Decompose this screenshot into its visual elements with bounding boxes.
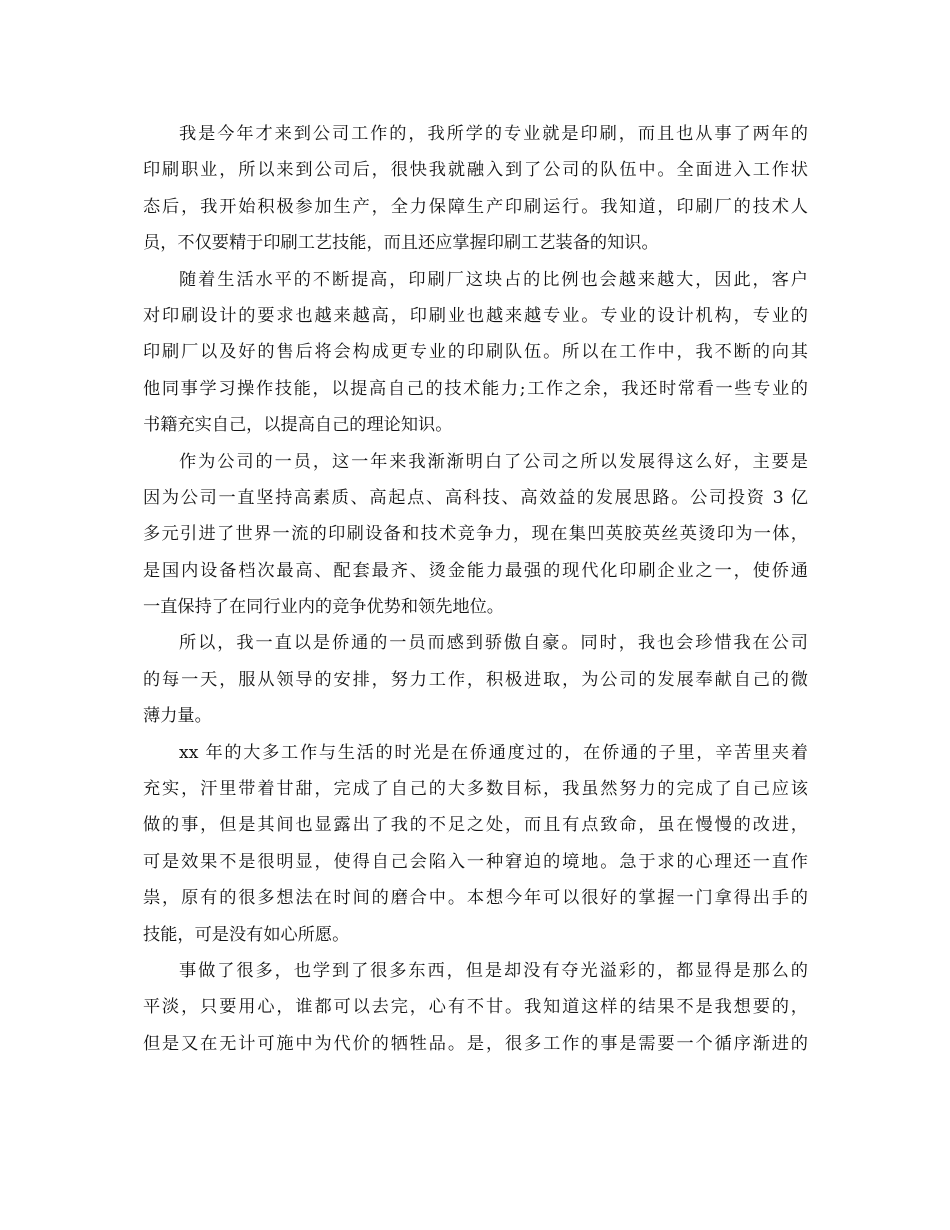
text-line: 可是效果不是很明显，使得自己会陷入一种窘迫的境地。急于求的心理还一直作 — [143, 851, 808, 872]
text-line: xx 年的大多工作与生活的时光是在侨通度过的，在侨通的子里，辛苦里夹着 — [179, 742, 808, 763]
paragraph-2 — [143, 262, 808, 444]
text-line: 一直保持了在同行业内的竞争优势和领先地位。 — [143, 597, 504, 618]
text-line: 他同事学习操作技能，以提高自己的技术能力;工作之余，我还时常看一些专业的 — [143, 378, 808, 399]
text-line: 平淡，只要用心，谁都可以去完，心有不甘。我知道这样的结果不是我想要的， — [143, 997, 808, 1018]
text-line: 作为公司的一员，这一年来我渐渐明白了公司之所以发展得这么好，主要是 — [179, 451, 808, 472]
text-line: 技能，可是没有如心所愿。 — [143, 924, 350, 945]
text-line: 对印刷设计的要求也越来越高，印刷业也越来越专业。专业的设计机构，专业的 — [143, 305, 808, 326]
paragraph-4 — [143, 625, 808, 734]
text-line: 书籍充实自己，以提高自己的理论知识。 — [143, 415, 453, 436]
document-body — [143, 116, 808, 1062]
paragraph-1 — [143, 116, 808, 262]
text-line: 所以，我一直以是侨通的一员而感到骄傲自豪。同时，我也会珍惜我在公司 — [179, 633, 808, 654]
text-line: 的每一天，服从领导的安排，努力工作，积极进取，为公司的发展奉献自己的微 — [143, 669, 808, 690]
paragraph-6 — [143, 953, 808, 1062]
text-line: 薄力量。 — [143, 706, 212, 727]
text-line: 因为公司一直坚持高素质、高起点、高科技、高效益的发展思路。公司投资 3 亿 — [143, 487, 808, 508]
text-line: 态后，我开始积极参加生产，全力保障生产印刷运行。我知道，印刷厂的技术人 — [143, 196, 808, 217]
text-line: 印刷职业，所以来到公司后，很快我就融入到了公司的队伍中。全面进入工作状 — [143, 160, 808, 181]
text-line: 印刷厂以及好的售后将会构成更专业的印刷队伍。所以在工作中，我不断的向其 — [143, 342, 808, 363]
text-line: 但是又在无计可施中为代价的牺牲品。是，很多工作的事是需要一个循序渐进的 — [143, 1033, 808, 1054]
text-line: 做的事，但是其间也显露出了我的不足之处，而且有点致命，虽在慢慢的改进， — [143, 815, 808, 836]
text-line: 多元引进了世界一流的印刷设备和技术竞争力，现在集凹英胶英丝英烫印为一体， — [143, 524, 808, 545]
text-line: 祟，原有的很多想法在时间的磨合中。本想今年可以很好的掌握一门拿得出手的 — [143, 888, 808, 909]
paragraph-5 — [143, 735, 808, 953]
paragraph-3 — [143, 444, 808, 626]
text-line: 员，不仅要精于印刷工艺技能，而且还应掌握印刷工艺装备的知识。 — [143, 233, 659, 254]
text-line: 我是今年才来到公司工作的，我所学的专业就是印刷，而且也从事了两年的 — [179, 124, 808, 144]
text-line: 随着生活水平的不断提高，印刷厂这块占的比例也会越来越大，因此，客户 — [179, 269, 808, 290]
text-line: 事做了很多，也学到了很多东西，但是却没有夺光溢彩的，都显得是那么的 — [179, 960, 808, 981]
text-line: 是国内设备档次最高、配套最齐、烫金能力最强的现代化印刷企业之一，使侨通 — [143, 560, 808, 581]
text-line: 充实，汗里带着甘甜，完成了自己的大多数目标，我虽然努力的完成了自己应该 — [143, 779, 808, 800]
